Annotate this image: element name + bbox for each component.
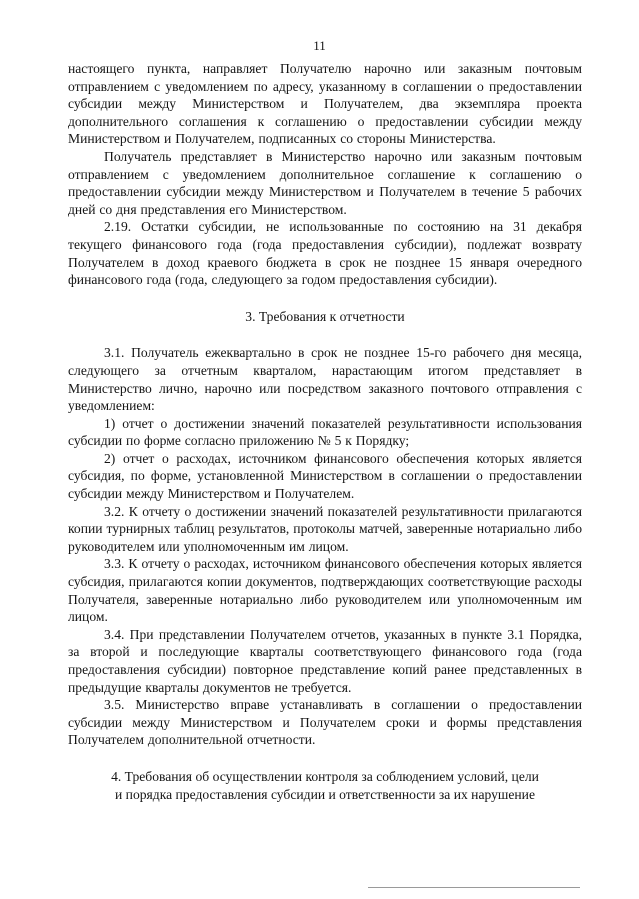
- paragraph-3-3: 3.3. К отчету о расходах, источником финансового обеспечения которых является субсидия, прилагаются копии документов, подтверждающих соответствующие расходы Получателя, заверенные нотариально либо руководителем или уполномоченным им лицом.: [68, 556, 582, 625]
- document-body: [68, 60, 582, 803]
- paragraph-3-1-item-1: 1) отчет о достижении значений показателей результативности использования субсидии по форме согласно приложению № 5 к Порядку;: [68, 415, 582, 449]
- paragraph-3-5: 3.5. Министерство вправе устанавливать в соглашении о предоставлении субсидии между Министерством и Получателем сроки и формы представления Получателем дополнительной отчетности.: [68, 697, 582, 748]
- footer-rule: [368, 887, 580, 888]
- paragraph-3-4: 3.4. При представлении Получателем отчетов, указанных в пункте 3.1 Порядка, за второй и последующие кварталы соответствующего финансового года (года предоставления субсидии) повторное представление копий ранее представленных в предыдущие кварталы документов не требуется.: [68, 626, 582, 695]
- section-3-heading: 3. Требования к отчетности: [245, 308, 405, 324]
- paragraph-3-2: 3.2. К отчету о достижении значений показателей результативности прилагаются копии турнирных таблиц результатов, протоколы матчей, заверенные нотариально либо руководителем или уполномоченным им лицом.: [68, 503, 582, 554]
- section-4-heading-line-1: 4. Требования об осуществлении контроля за соблюдением условий, цели: [111, 768, 539, 784]
- paragraph-recipient-submits: Получатель представляет в Министерство нарочно или заказным почтовым отправлением с уведомлением дополнительное соглашение к соглашению о предоставлении субсидии между Министерством и Получателем в течение 5 рабочих дней со дня представления его Министерством.: [68, 148, 582, 217]
- paragraph-continuation: настоящего пункта, направляет Получателю нарочно или заказным почтовым отправлением с уведомлением по адресу, указанному в соглашении о предоставлении субсидии между Министерством и Получателем, два экземпляра проекта дополнительного соглашения к соглашению о предоставлении субсидии между Министерством и Получателем, подписанных со стороны Министерства.: [68, 61, 582, 147]
- section-4-heading: [68, 768, 582, 803]
- page-number: 11: [313, 38, 326, 53]
- section-4-heading-line-2: и порядка предоставления субсидии и ответственности за их нарушение: [115, 786, 535, 802]
- paragraph-3-1: 3.1. Получатель ежеквартально в срок не позднее 15-го рабочего дня месяца, следующего за отчетным кварталом, нарастающим итогом представляет в Министерство лично, нарочно или посредством заказного почтового отправления с уведомлением:: [68, 345, 582, 414]
- paragraph-2-19: 2.19. Остатки субсидии, не использованные по состоянию на 31 декабря текущего финансового года (года предоставления субсидии), подлежат возврату Получателем в доход краевого бюджета в срок не позднее 15 января очередного финансового года (года, следующего за годом предоставления субсидии).: [68, 219, 582, 288]
- paragraph-3-1-item-2: 2) отчет о расходах, источником финансового обеспечения которых является субсидия, по форме, установленной Министерством в соглашении о предоставлении субсидии между Министерством и Получателем.: [68, 450, 582, 502]
